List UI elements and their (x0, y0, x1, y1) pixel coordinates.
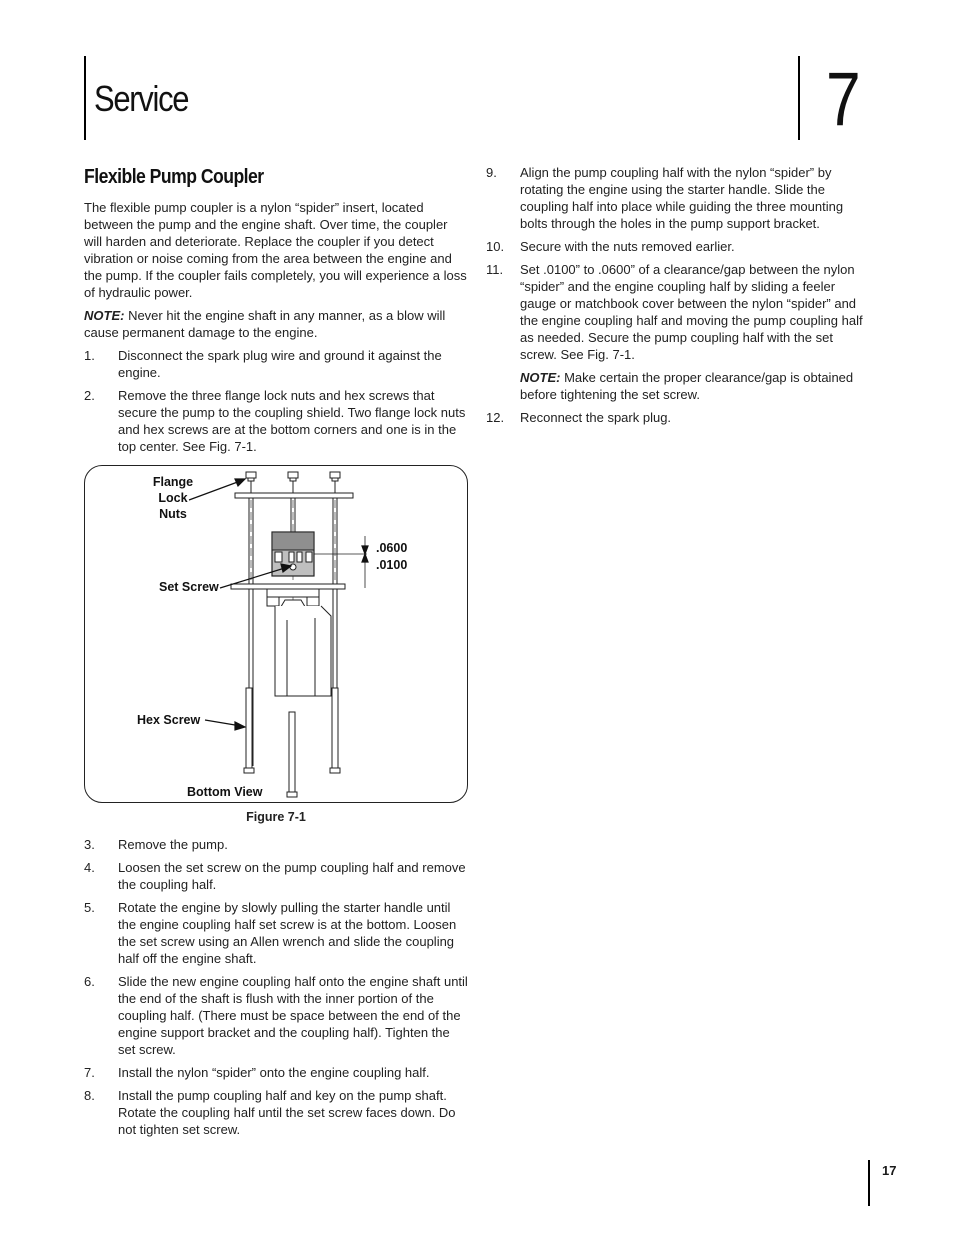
step-item (84, 347, 468, 381)
chapter-number: 7 (826, 57, 861, 142)
step-item (84, 1087, 468, 1138)
step-number: 8. (84, 1088, 95, 1103)
flange-label-line: Lock (158, 491, 188, 505)
warning-note (84, 307, 468, 341)
header-right-rule (798, 56, 800, 140)
flange-nut-icon (288, 472, 298, 481)
step-number: 11. (486, 262, 504, 277)
note-text: Never hit the engine shaft in any manner, as a blow will cause permanent damage to the engine. (84, 308, 446, 340)
note-label: NOTE: (84, 308, 125, 323)
step-number: 6. (84, 974, 95, 989)
label-gap-min: .0100 (376, 558, 408, 572)
step-item (84, 836, 468, 853)
step-number: 5. (84, 900, 95, 915)
step-text: Disconnect the spark plug wire and ground it against the engine. (118, 348, 442, 380)
note-text: Make certain the proper clearance/gap is obtained before tightening the set screw. (520, 370, 854, 402)
step-number: 12. (486, 410, 505, 425)
step-item (486, 409, 870, 426)
step-number: 1. (84, 348, 95, 363)
steps-list-3 (486, 164, 870, 363)
step-text: Install the pump coupling half and key on the pump shaft. Rotate the coupling half until the set screw faces down. Do not tighten set screw. (118, 1088, 456, 1137)
steps-list-2 (84, 836, 468, 1138)
step-number: 9. (486, 165, 497, 180)
step-text: Align the pump coupling half with the nylon “spider” by rotating the engine using the starter handle. Slide the coupling half into place while guiding the three mounting bolts through the holes in the pump support bracket. (520, 165, 844, 231)
step-text: Remove the three flange lock nuts and hex screws that secure the pump to the coupling shield. Two flange lock nuts and hex screws are at the bottom corners and one is in the top center. See Fig. 7-1. (118, 388, 466, 454)
flange-label-line: Nuts (159, 507, 187, 521)
step-text: Loosen the set screw on the pump coupling half and remove the coupling half. (118, 860, 466, 892)
step-text: Reconnect the spark plug. (520, 410, 672, 425)
step-item (84, 899, 468, 967)
intro-paragraph: The flexible pump coupler is a nylon “spider” insert, located between the pump and the engine shaft. Over time, the coupler will harden and deteriorate. Replace the coupler if you detect vibration or noise coming from the area between the engine and the pump. If the coupler fails completely, you will experience a loss of hydraulic power. (84, 200, 467, 300)
clearance-note (486, 369, 870, 403)
steps-list-4 (486, 409, 870, 426)
chapter-title: Service (94, 78, 189, 119)
label-flange-lock-nuts (149, 474, 197, 522)
step-text: Rotate the engine by slowly pulling the starter handle until the engine coupling half set screw is at the bottom. Loosen the set screw using an Allen wrench and slide the coupling half off the engine shaft. (118, 900, 457, 966)
note-label: NOTE: (520, 370, 561, 385)
step-text: Remove the pump. (118, 837, 228, 852)
step-item (84, 1064, 468, 1081)
step-item (486, 238, 870, 255)
step-number: 3. (84, 837, 95, 852)
header-left-rule (84, 56, 86, 140)
step-item (486, 164, 870, 232)
step-text: Install the nylon “spider” onto the engine coupling half. (118, 1065, 430, 1080)
figure-7-1 (84, 465, 468, 803)
left-column (84, 164, 468, 1144)
section-title: Flexible Pump Coupler (84, 166, 264, 188)
step-item (486, 261, 870, 363)
label-gap-max: .0600 (376, 541, 408, 555)
step-text: Set .0100” to .0600” of a clearance/gap between the nylon “spider” and the engine coupling half by sliding a feeler gauge or matchbook cover between the nylon “spider” and the engine coupling half and moving the pump coupling half as needed. Secure the pump coupling half with the set screw. See Fig. 7-1. (520, 262, 863, 362)
coupler-diagram (85, 466, 468, 803)
step-item (84, 859, 468, 893)
hex-screw-icon (287, 712, 297, 797)
step-number: 10. (486, 239, 505, 254)
step-item (84, 973, 468, 1058)
hex-screw-icon (244, 688, 254, 773)
step-number: 7. (84, 1065, 95, 1080)
figure-caption: Figure 7-1 (246, 810, 306, 824)
footer-rule (868, 1160, 870, 1206)
step-item (84, 387, 468, 455)
step-number: 2. (84, 388, 95, 403)
step-text: Secure with the nuts removed earlier. (520, 239, 735, 254)
label-hex-screw: Hex Screw (137, 713, 201, 727)
hex-screw-icon (330, 688, 340, 773)
flange-nut-icon (330, 472, 340, 481)
flange-label-line: Flange (152, 475, 194, 489)
step-number: 4. (84, 860, 95, 875)
page-number: 17 (882, 1163, 897, 1178)
flange-nut-icon (246, 472, 256, 481)
label-bottom-view: Bottom View (187, 785, 263, 799)
steps-list-1 (84, 347, 468, 455)
label-set-screw: Set Screw (159, 580, 219, 594)
step-text: Slide the new engine coupling half onto the engine shaft until the end of the shaft is flush with the inner portion of the coupling half. (There must be space between the end of the engine support bracket and the coupling half). Tighten the set screw. (118, 974, 468, 1057)
right-column (486, 164, 870, 432)
